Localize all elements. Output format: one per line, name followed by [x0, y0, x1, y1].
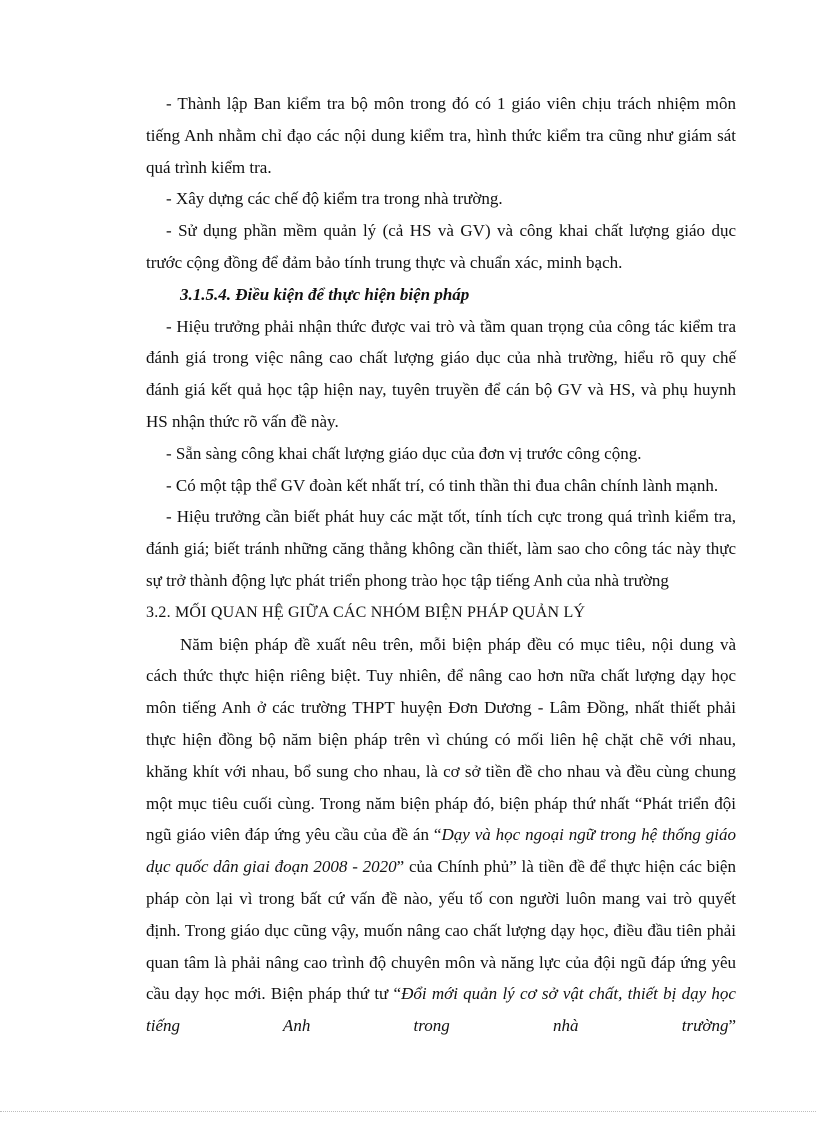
paragraph-bullet: - Xây dựng các chế độ kiểm tra trong nhà trường.: [166, 189, 503, 209]
paragraph-text: ”: [728, 1016, 736, 1036]
paragraph-text: ” của Chính phủ” là tiền đề để thực hiện các biện pháp còn lại vì trong bất cứ vấn đề nào, yếu tố con người luôn mang vai trò quyết định. Trong giáo dục cũng vậy, muốn nâng cao chất lượng dạy học, điều đầu tiên phải quan tâm là phải nâng cao trình độ chuyên môn và năng lực của đội ngũ đáp ứng yêu cầu dạy học mới. Biện pháp thứ tư “: [146, 857, 736, 1004]
paragraph-bullet: - Sẵn sàng công khai chất lượng giáo dục của đơn vị trước công cộng.: [166, 443, 642, 463]
italic-title: Dạy và học ngoại ngữ trong hệ thống giáo dục quốc dân giai đoạn 2008 - 2020: [146, 825, 736, 877]
paragraph-bullet: - Hiệu trưởng phải nhận thức được vai trò và tầm quan trọng của công tác kiểm tra đánh giá trong việc nâng cao chất lượng giáo dục của nhà trường, hiểu rõ quy chế đánh giá kết quả học tập hiện nay, tuyên truyền để cán bộ GV và HS, và phụ huynh HS nhận thức rõ vấn đề này.: [146, 316, 736, 431]
section-heading: 3.1.5.4. Điều kiện để thực hiện biện pháp: [180, 284, 470, 304]
paragraph-text: Năm biện pháp đề xuất nêu trên, mỗi biện pháp đều có mục tiêu, nội dung và cách thức thực hiện riêng biệt. Tuy nhiên, để nâng cao hơn nữa chất lượng dạy học môn tiếng Anh ở các trường THPT huyện Đơn Dương - Lâm Đồng, nhất thiết phải thực hiện đồng bộ năm biện pháp trên vì chúng có mối liên hệ chặt chẽ với nhau, khăng khít với nhau, bổ sung cho nhau, là cơ sở tiền đề cho nhau và đều cùng chung một mục tiêu cuối cùng. Trong năm biện pháp đó, biện pháp thứ nhất “Phát triển đội ngũ giáo viên đáp ứng yêu cầu của đề án “: [146, 634, 736, 845]
body-paragraph: [146, 629, 736, 1042]
section-heading: 3.2. MỐI QUAN HỆ GIỮA CÁC NHÓM BIỆN PHÁP QUẢN LÝ: [146, 603, 586, 621]
page-bottom-divider: [0, 1111, 816, 1112]
document-page: [146, 88, 736, 1042]
paragraph-bullet: - Hiệu trưởng cần biết phát huy các mặt tốt, tính tích cực trong quá trình kiểm tra, đánh giá; biết tránh những căng thẳng không cần thiết, làm sao cho công tác này thực sự trở thành động lực phát triển phong trào học tập tiếng Anh của nhà trường: [146, 507, 736, 590]
paragraph-bullet: - Có một tập thể GV đoàn kết nhất trí, có tinh thần thi đua chân chính lành mạnh.: [166, 475, 719, 495]
italic-title: Đổi mới quản lý cơ sở vật chất, thiết bị dạy học tiếng Anh trong nhà trường: [146, 984, 736, 1036]
paragraph-bullet: - Thành lập Ban kiểm tra bộ môn trong đó có 1 giáo viên chịu trách nhiệm môn tiếng Anh nhằm chỉ đạo các nội dung kiểm tra, hình thức kiểm tra cũng như giám sát quá trình kiểm tra.: [146, 94, 736, 177]
paragraph-bullet: - Sử dụng phần mềm quản lý (cả HS và GV) và công khai chất lượng giáo dục trước cộng đồng để đảm bảo tính trung thực và chuẩn xác, minh bạch.: [146, 221, 736, 272]
